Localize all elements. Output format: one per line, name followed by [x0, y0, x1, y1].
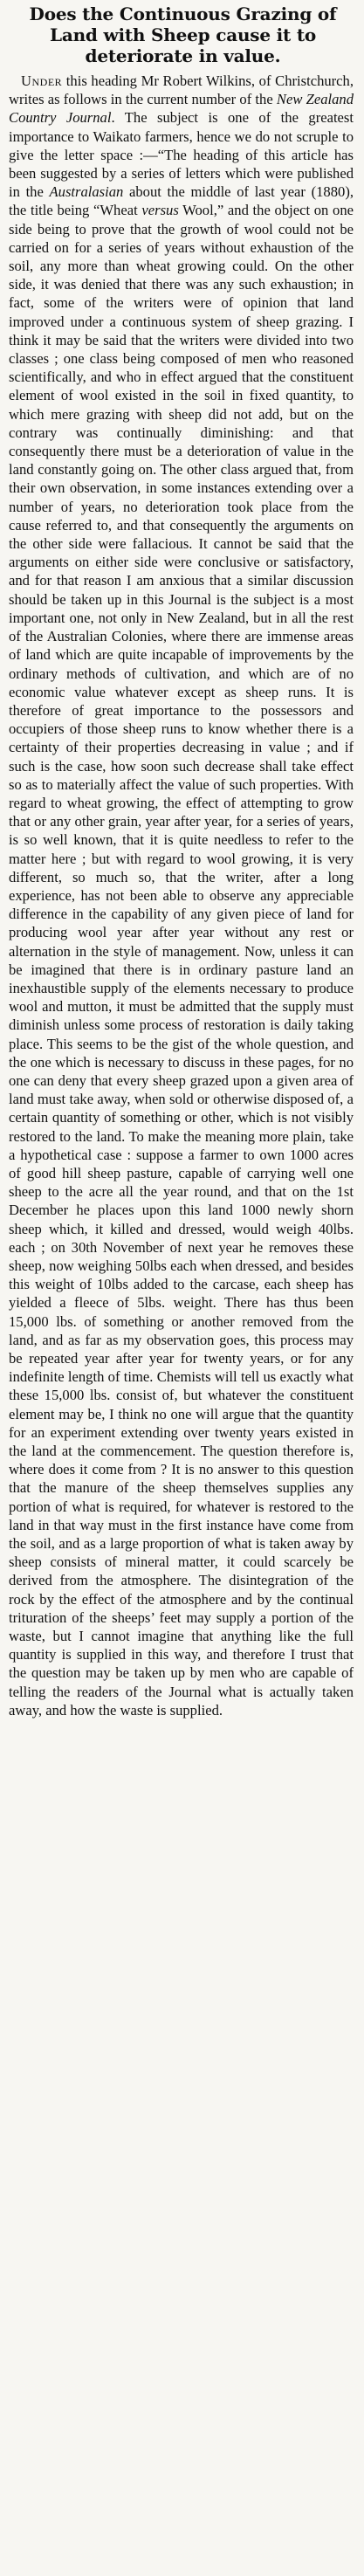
- lead-word: Under: [21, 72, 63, 89]
- publication-name-country-journal: New Zealand Country Journal: [9, 91, 354, 127]
- article-body-text: Wool,” and the object on one side being to prove that the growth of wool could not be carried on for a series of years without exhaustion of the soil, any more than wheat growing could. On the other side, it was denied that there was any such exhaustion; in fact, some of the writers were of opinion that land improved under a continuous system of sheep grazing. I think it may be said that the writers were divided into two classes ; one class being composed of men who reasoned scientifically, and who in effect argued that the constituent element of wool existed in the soil in fixed quantity, to which mere grazing with sheep did not add, but on the contrary was continually diminishing: and that consequently there must be a deterioration of value in the land constantly going on. The other class argued that, from their own observation, in some instances extending over a number of years, no deterioration took place from the cause referred to, and that consequently the arguments on the other side were fallacious. It cannot be said that the arguments on either side were conclusive or satisfactory, and for that reason I am anxious that a similar discussion should be taken up in this Journal is the subject is a most important one, not only in New Zealand, but in all the rest of the Australian Colonies, where there are immense areas of land which are quite incapable of improvements by the ordinary methods of cultivation, and which are of no economic value whatever except as sheep runs. It is therefore of great importance to the possessors and occupiers of those sheep runs to know whether there is a certainty of their properties decreasing in value ; and if such is the case, how soon such decrease shall take effect so as to materially affect the value of such properties. With regard to wheat growing, the effect of attempting to grow that or any other grain, year after year, for a series of years, is so well known, that it is quite needless to refer to the matter here ; but with regard to wool growing, it is very different, so much so, that the writer, after a long experience, has not been able to observe any appreciable difference in the capability of any given piece of land for producing wool year after year without any rest or alternation in the style of management. Now, unless it can be imagined that there is in ordinary pasture land an inexhaustible supply of the elements necessary to produce wool and mutton, it must be admitted that the supply must diminish unless some process of restoration is daily taking place. This seems to be the gist of the whole question, and the one which is necessary to discuss in these pages, for no one can deny that every sheep grazed upon a given area of land must take away, when sold or otherwise disposed of, a certain quantity of something or other, which is not visibly restored to the land. To make the meaning more plain, take a hypothetical case : suppose a farmer to own 1000 acres of good hill sheep pasture, capable of carrying well one sheep to the acre all the year round, and that on the 1st December he places upon this land 1000 newly shorn sheep which, it killed and dressed, would weigh 40lbs. each ; on 30th November of next year he removes these sheep, now weighing 50lbs each when dressed, and besides this weight of 10lbs added to the carcase, each sheep has yielded a fleece of 5lbs. weight. There has thus been 15,000 lbs. of something or another removed from the land, and as far as my observation goes, this process may be repeated year after year for twenty years, or for any indefinite length of time. Chemists will tell us exactly what these 15,000 lbs. consist of, but whatever the constituent element may be, I think no one will argue that the quantity for an experiment extending over twenty years existed in the land at the commencement. The question therefore is, where does it come from ? It is no answer to this question that the manure of the sheep themselves supplies any portion of what is required, for whatever is restored to the land in that way must in the first instance have come from the soil, and as a large proportion of what is taken away by sheep consists of mineral matter, it could scarcely be derived from the atmosphere. The disintegration of the rock by the effect of the atmosphere and by the continual trituration of the sheeps’ feet may supply a portion of the waste, but I cannot imagine that anything like the full quantity is supplied in this way, and therefore I trust that the question may be taken up by men who are capable of telling the readers of the Journal what is actually taken away, and how the waste is supplied.: [9, 202, 354, 1718]
- article-column: [0, 66, 364, 1719]
- article-body: [9, 72, 354, 1719]
- intro-text-2: . The subject is one of the greatest importance to Waikato farmers, hence we do not scruple to give the letter space :—“The heading of this article has been suggested by a series of letters which were published in the: [9, 109, 354, 201]
- publication-name-australasian: Australasian: [49, 183, 124, 201]
- article-headline: Does the Continuous Grazing of Land with Sheep cause it to deteriorate in value.: [29, 3, 337, 66]
- intro-text-3: about the middle of last year (1880), the title being “Wheat: [9, 183, 354, 219]
- intro-text-1: this heading Mr Robert Wilkins, of Christchurch, writes as follows in the current number of the: [9, 72, 354, 108]
- versus-word: versus: [141, 202, 179, 219]
